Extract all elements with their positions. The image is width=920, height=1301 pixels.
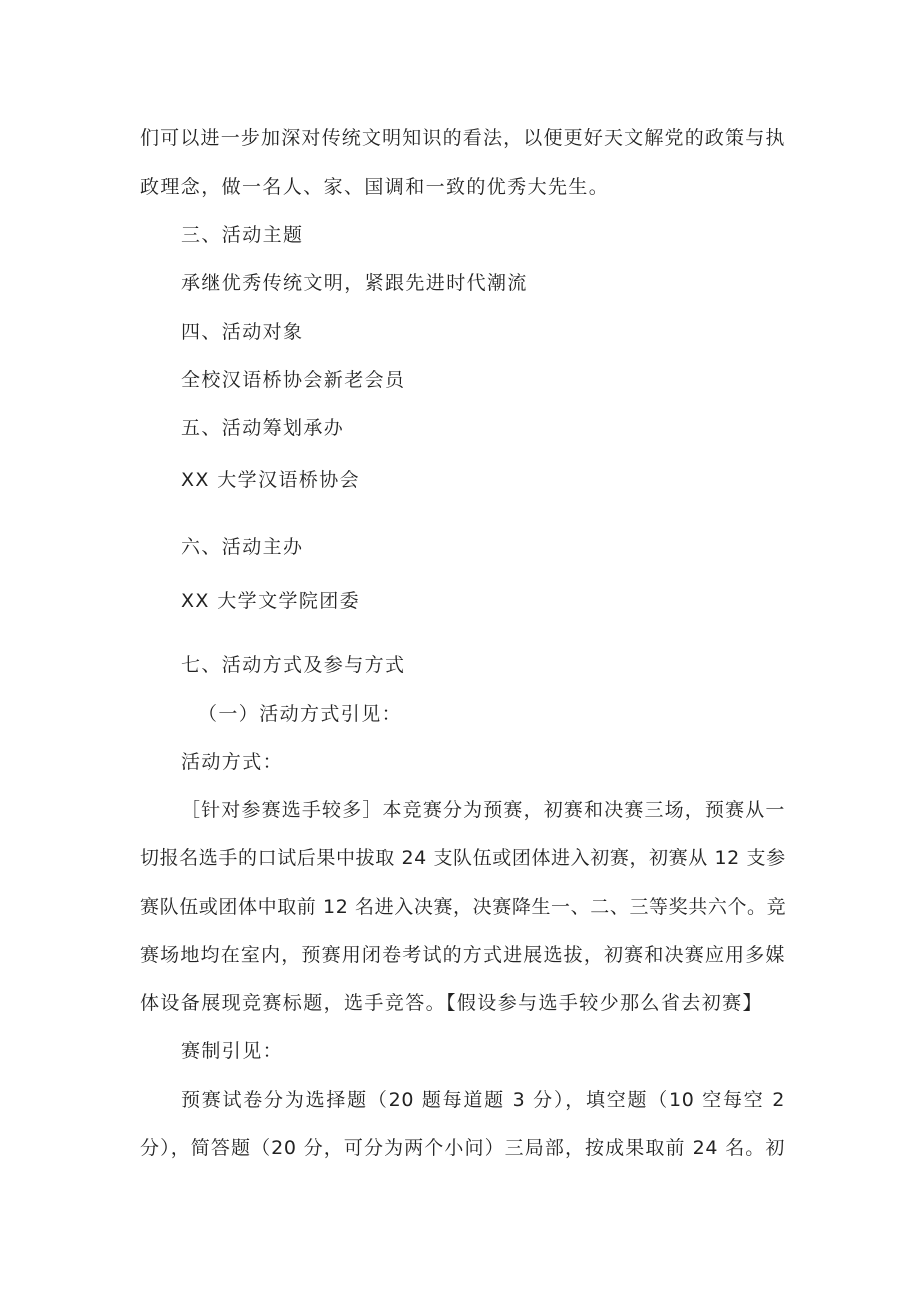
format-line: 赛队伍或团体中取前 12 名进入决赛，决赛降生一、二、三等奖共六个。竞 — [140, 896, 787, 918]
paragraph-line: 们可以进一步加深对传统文明知识的看法，以便更好天文解党的政策与执 — [140, 127, 785, 149]
rules-line: 分），简答题（20 分，可分为两个小问）三局部，按成果取前 24 名。初 — [140, 1137, 785, 1159]
section-heading-format: 七、活动方式及参与方式 — [181, 654, 406, 676]
format-line: ［针对参赛选手较多］本竞赛分为预赛，初赛和决赛三场，预赛从一 — [181, 799, 785, 821]
subsection-heading-format: （一）活动方式引见： — [198, 703, 403, 725]
section-heading-theme: 三、活动主题 — [181, 224, 304, 246]
section-heading-organizer: 五、活动筹划承办 — [181, 417, 345, 439]
format-line: 体设备展现竞赛标题，选手竞答。【假设参与选手较少那么省去初赛】 — [140, 992, 763, 1014]
rules-label: 赛制引见： — [181, 1040, 284, 1062]
section-content-organizer: XX 大学汉语桥协会 — [181, 469, 361, 491]
section-content-audience: 全校汉语桥协会新老会员 — [181, 369, 406, 391]
rules-line: 预赛试卷分为选择题（20 题每道题 3 分），填空题（10 空每空 2 — [181, 1089, 785, 1111]
paragraph-line: 政理念，做一名人、家、国调和一致的优秀大先生。 — [140, 176, 610, 198]
section-content-host: XX 大学文学院团委 — [181, 590, 361, 612]
section-content-theme: 承继优秀传统文明，紧跟先进时代潮流 — [181, 272, 528, 294]
section-heading-audience: 四、活动对象 — [181, 321, 304, 343]
format-line: 切报名选手的口试后果中拔取 24 支队伍或团体进入初赛，初赛从 12 支参 — [140, 847, 786, 869]
section-heading-host: 六、活动主办 — [181, 536, 304, 558]
format-line: 赛场地均在室内，预赛用闭卷考试的方式进展选拔，初赛和决赛应用多媒 — [140, 944, 785, 966]
format-label: 活动方式： — [181, 751, 284, 773]
